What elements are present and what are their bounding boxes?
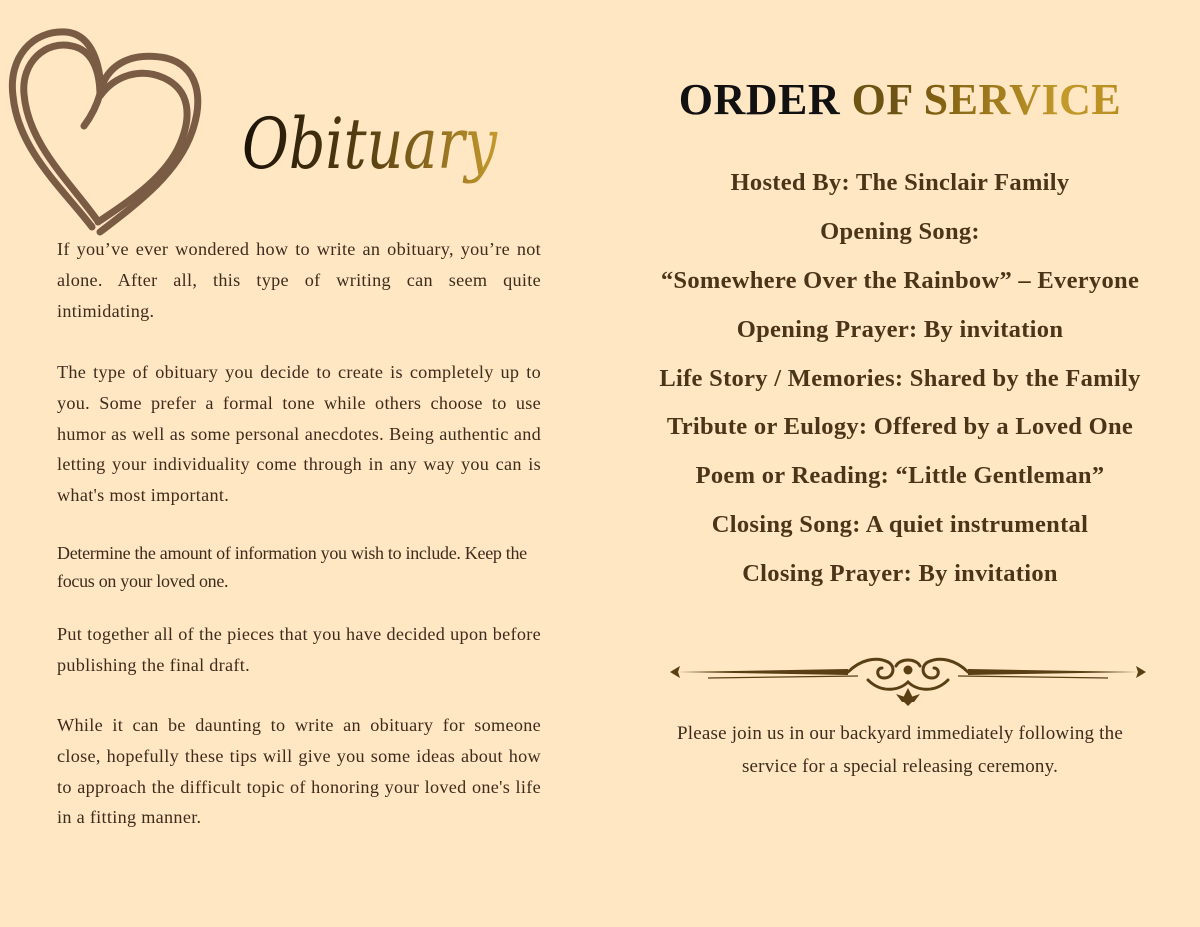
title-word: OF <box>851 75 913 124</box>
order-of-service-title <box>600 74 1200 125</box>
ornamental-divider-icon <box>668 650 1148 710</box>
obituary-paragraph: While it can be daunting to write an obituary for someone close, hopefully these tips will give you some ideas about how to approach the difficult topic of honoring your loved one's life in a fitting manner. <box>57 715 541 828</box>
title-word: ORDER <box>678 75 841 124</box>
service-item: Opening Song: <box>820 217 980 245</box>
heart-outline-icon <box>4 22 209 237</box>
obituary-paragraph: If you’ve ever wondered how to write an obituary, you’re not alone. After all, this type of writing can seem quite intimidating. <box>57 239 541 321</box>
service-item: “Somewhere Over the Rainbow” – Everyone <box>660 266 1140 294</box>
service-item: Poem or Reading: “Little Gentleman” <box>695 462 1105 490</box>
service-item: Life Story / Memories: Shared by the Family <box>659 364 1141 392</box>
order-of-service-panel <box>600 0 1200 927</box>
service-list <box>600 164 1200 604</box>
title-word: SERVICE <box>923 75 1122 124</box>
service-item: Tribute or Eulogy: Offered by a Loved One <box>666 413 1134 441</box>
obituary-paragraph: The type of obituary you decide to create is completely up to you. Some prefer a formal tone while others choose to use humor as well as some personal anecdotes. Being authentic and letting your individuality come through in any way you can is what's most important. <box>57 362 541 506</box>
obituary-paragraph: Put together all of the pieces that you have decided upon before publishing the final draft. <box>57 624 541 675</box>
obituary-script-title <box>238 60 508 200</box>
service-item: Closing Prayer: By invitation <box>742 560 1058 588</box>
service-item: Opening Prayer: By invitation <box>736 315 1064 343</box>
service-item: Hosted By: The Sinclair Family <box>730 169 1070 196</box>
obituary-paragraph: Determine the amount of information you wish to include. Keep the focus on your loved one. <box>57 543 527 591</box>
service-item: Closing Song: A quiet instrumental <box>711 511 1089 539</box>
svg-text:Obituary: Obituary <box>242 103 499 185</box>
closing-note: Please join us in our backyard immediately following the service for a special releasing ceremony. <box>677 723 1123 777</box>
